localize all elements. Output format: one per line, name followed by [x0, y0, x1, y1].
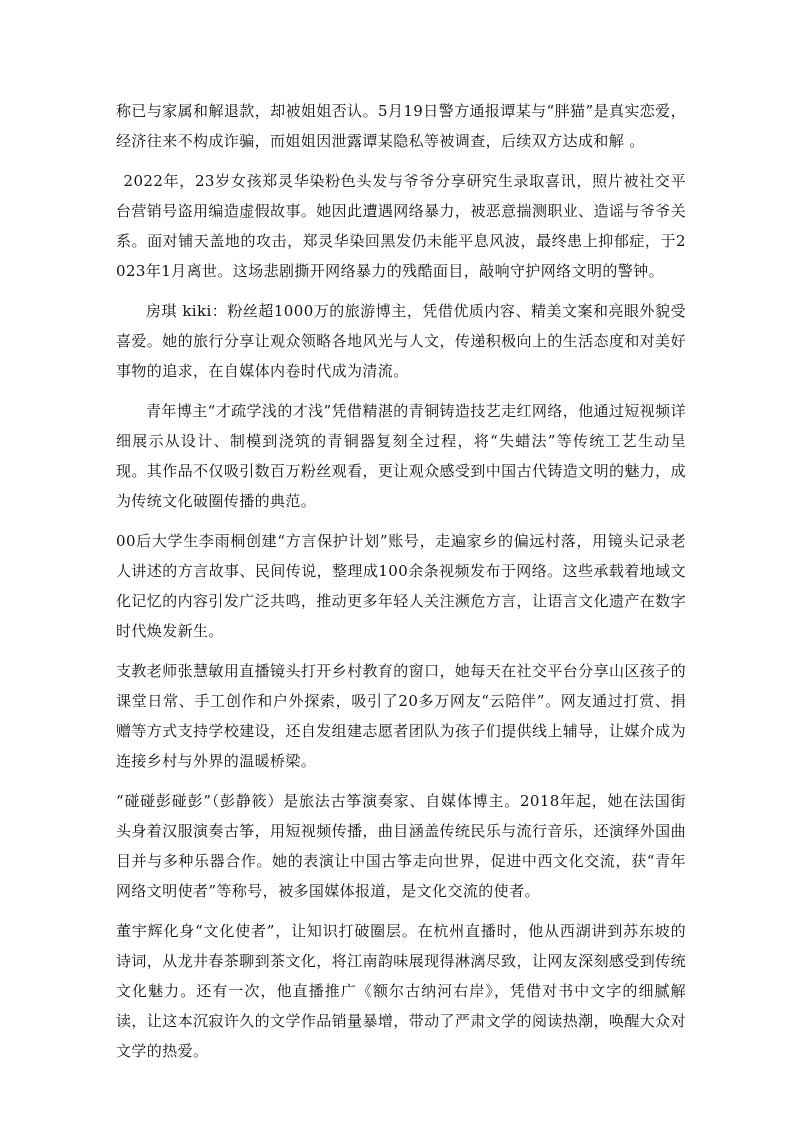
paragraph-zheng-linghua: 2022年，23岁女孩郑灵华染粉色头发与爷爷分享研究生录取喜讯，照片被社交平台营销号盗用编造虚假故事。她因此遭遇网络暴力，被恶意揣测职业、造谣与爷爷关系。面对铺天盖地的攻击，郑灵华染回黑发仍未能平息风波，最终患上抑郁症，于2023年1月离世。这场悲剧撕开网络暴力的残酷面目，敲响守护网络文明的警钟。 [116, 172, 686, 280]
paragraph-rural-teacher: 支教老师张慧敏用直播镜头打开乡村教育的窗口，她每天在社交平台分享山区孩子的课堂日常、手工创作和户外探索，吸引了20多万网友“云陪伴”。网友通过打赏、捐赠等方式支持学校建设，还自发组建志愿者团队为孩子们提供线上辅导，让媒介成为连接乡村与外界的温暖桥梁。 [116, 662, 686, 770]
document-page [116, 96, 686, 1076]
paragraph-guzheng-player: “碰碰彭碰彭”（彭静筱）是旅法古筝演奏家、自媒体博主。2018年起，她在法国街头身着汉服演奏古筝，用短视频传播，曲目涵盖传统民乐与流行音乐，还演绎外国曲目并与多种乐器合作。她的表演让中国古筝走向世界，促进中西文化交流，获“青年网络文明使者”等称号，被多国媒体报道，是文化交流的使者。 [116, 792, 686, 900]
paragraph-continuation: 称已与家属和解退款，却被姐姐否认。5月19日警方通报谭某与“胖猫”是真实恋爱，经济往来不构成诈骗，而姐姐因泄露谭某隐私等被调查，后续双方达成和解 。 [116, 102, 686, 150]
paragraph-dong-yuhui: 董宇辉化身“文化使者”，让知识打破圈层。在杭州直播时，他从西湖讲到苏东坡的诗词，从龙井春茶聊到茶文化，将江南韵味展现得淋漓尽致，让网友深刻感受到传统文化魅力。还有一次，他直播推广《额尔古纳河右岸》，凭借对书中文字的细腻解读，让这本沉寂许久的文学作品销量暴增，带动了严肃文学的阅读热潮，唤醒大众对文学的热爱。 [116, 922, 686, 1060]
paragraph-fang-qi: 房琪 kiki：粉丝超1000万的旅游博主，凭借优质内容、精美文案和亮眼外貌受喜爱。她的旅行分享让观众领略各地风光与人文，传递积极向上的生活态度和对美好事物的追求，在自媒体内卷时代成为清流。 [116, 302, 686, 380]
paragraph-bronze-blogger: 青年博主“才疏学浅的才浅”凭借精湛的青铜铸造技艺走红网络，他通过短视频详细展示从设计、制模到浇筑的青铜器复刻全过程，将“失蜡法”等传统工艺生动呈现。其作品不仅吸引数百万粉丝观看，更让观众感受到中国古代铸造文明的魅力，成为传统文化破圈传播的典范。 [116, 402, 686, 510]
paragraph-dialect-project: 00后大学生李雨桐创建“方言保护计划”账号，走遍家乡的偏远村落，用镜头记录老人讲述的方言故事、民间传说，整理成100余条视频发布于网络。这些承载着地域文化记忆的内容引发广泛共鸣，推动更多年轻人关注濒危方言，让语言文化遗产在数字时代焕发新生。 [116, 532, 686, 640]
